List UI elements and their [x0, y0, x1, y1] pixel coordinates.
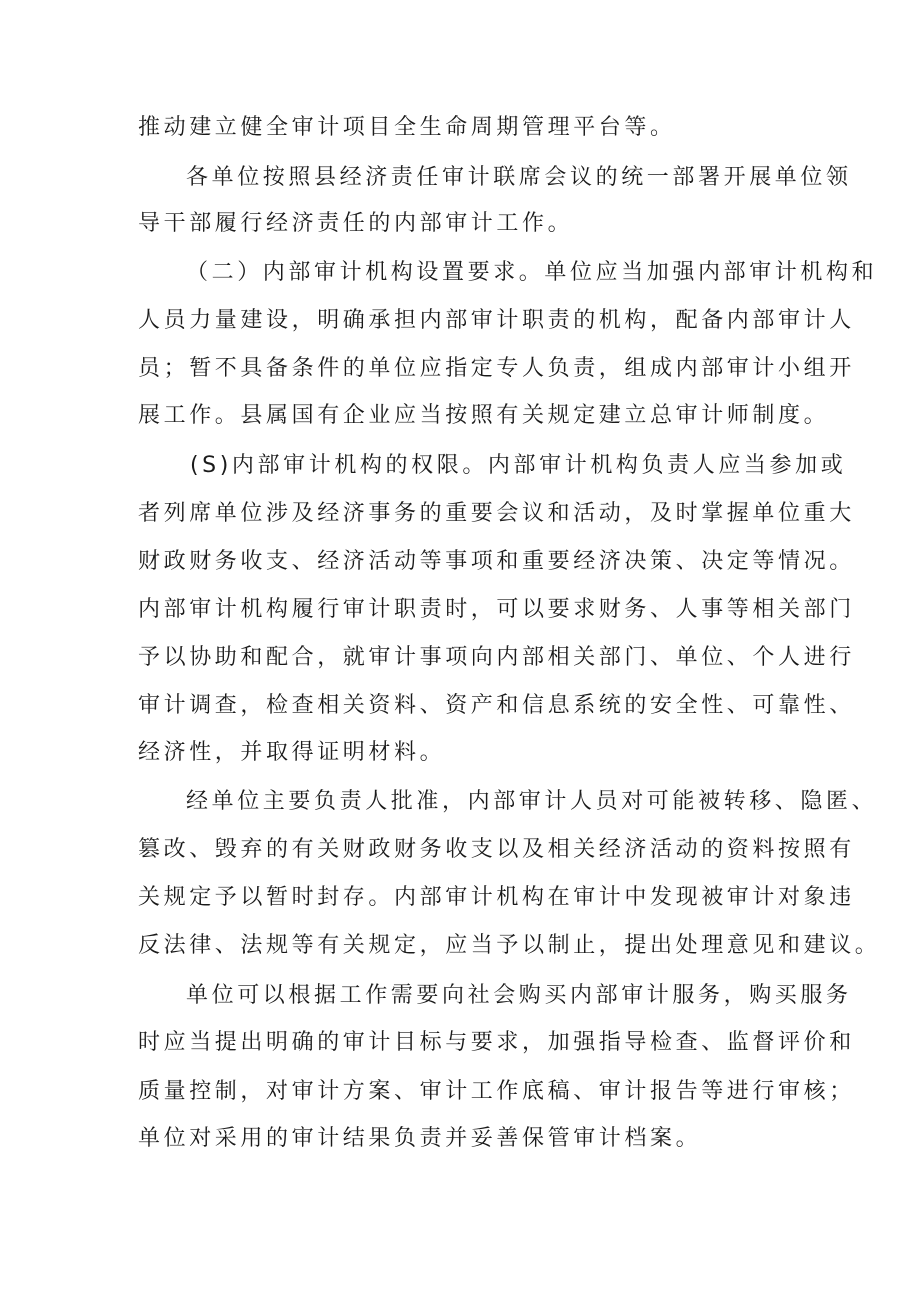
text-line: 经单位主要负责人批准，内部审计人员对可能被转移、隐匿、 — [186, 789, 878, 814]
text-line: 关规定予以暂时封存。内部审计机构在审计中发现被审计对象违 — [138, 885, 855, 910]
text-line: 员；暂不具备条件的单位应指定专人负责，组成内部审计小组开 — [138, 356, 855, 381]
text-line: 人员力量建设，明确承担内部审计职责的机构，配备内部审计人 — [138, 308, 855, 333]
text-line: 内部审计机构履行审计职责时，可以要求财务、人事等相关部门 — [138, 597, 855, 622]
text-line: （二）内部审计机构设置要求。单位应当加强内部审计机构和 — [186, 260, 878, 285]
text-line: 经济性，并取得证明材料。 — [138, 740, 446, 765]
text-line: 时应当提出明确的审计目标与要求，加强指导检查、监督评价和 — [138, 1030, 855, 1055]
text-line: 单位对采用的审计结果负责并妥善保管审计档案。 — [138, 1126, 702, 1151]
text-line: 展工作。县属国有企业应当按照有关规定建立总审计师制度。 — [138, 403, 830, 428]
text-line: 推动建立健全审计项目全生命周期管理平台等。 — [138, 115, 676, 140]
text-line: 予以协助和配合，就审计事项向内部相关部门、单位、个人进行 — [138, 645, 855, 670]
text-line: 各单位按照县经济责任审计联席会议的统一部署开展单位领 — [186, 165, 852, 190]
text-line: 财政财务收支、经济活动等事项和重要经济决策、决定等情况。 — [138, 549, 855, 574]
text-line: 者列席单位涉及经济事务的重要会议和活动，及时掌握单位重大 — [138, 501, 855, 526]
text-line: 单位可以根据工作需要向社会购买内部审计服务，购买服务 — [186, 983, 852, 1008]
text-line: 审计调查，检查相关资料、资产和信息系统的安全性、可靠性、 — [138, 693, 855, 718]
text-line: 导干部履行经济责任的内部审计工作。 — [138, 211, 574, 236]
text-line: (S)内部审计机构的权限。内部审计机构负责人应当参加或 — [190, 453, 847, 478]
text-line: 质量控制，对审计方案、审计工作底稿、审计报告等进行审核； — [138, 1079, 855, 1104]
text-line: 反法律、法规等有关规定，应当予以制止，提出处理意见和建议。 — [138, 933, 881, 958]
text-line: 篡改、毁弃的有关财政财务收支以及相关经济活动的资料按照有 — [138, 837, 855, 862]
